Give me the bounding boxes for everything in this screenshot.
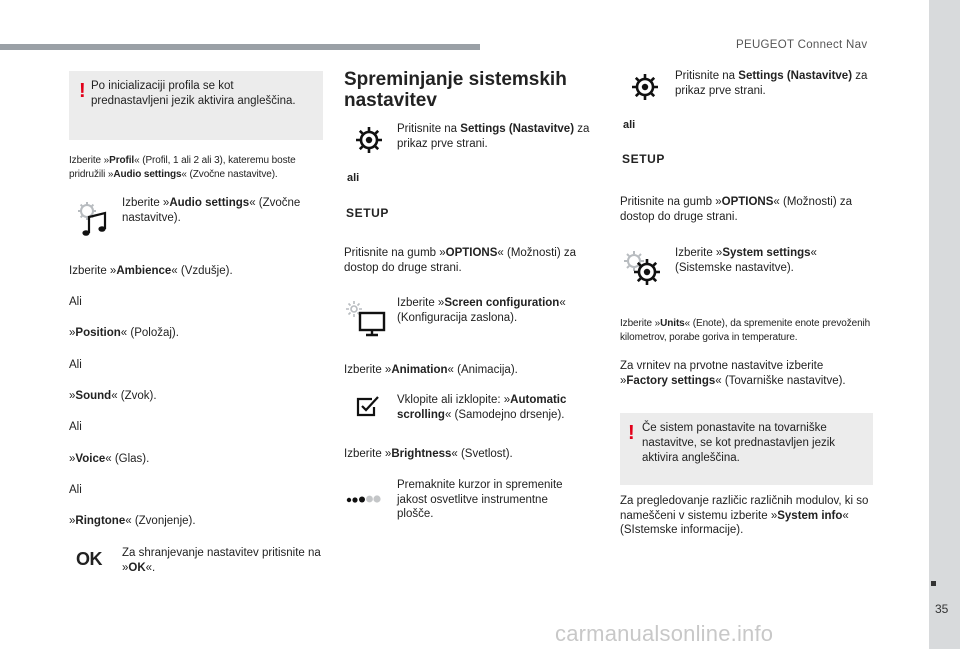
screen-config-text: Izberite »Screen configuration« (Konfiguracija zaslona). — [397, 297, 566, 324]
ali-separator: Ali — [69, 359, 82, 371]
profile-instruction: Izberite »Profil« (Profil, 1 ali 2 ali 3), kateremu boste pridružili »Audio settings« (Zvočne nastavitve). — [69, 155, 296, 180]
info-note-left — [69, 71, 323, 140]
watermark: carmanualsonline.info — [555, 621, 774, 646]
settings-instruction: Pritisnite na Settings (Nastavitve) za prikaz prve strani. — [397, 123, 590, 150]
ringtone-option: »Ringtone« (Zvonjenje). — [69, 515, 196, 527]
section-heading: Spreminjanje sistemskih nastavitev — [344, 69, 567, 112]
note-text: Če sistem ponastavite na tovarniške nastavitve, se kot prednastavljen jezik aktivira angleščina. — [642, 422, 836, 465]
checkbox-icon — [356, 395, 380, 417]
page-edge-strip — [929, 0, 960, 649]
end-marker — [931, 581, 936, 586]
options-instruction: Pritisnite na gumb »OPTIONS« (Možnosti) za dostop do druge strani. — [620, 196, 853, 223]
system-info-instruction: Za pregledovanje različic različnih modulov, ki so nameščeni v sistemu izberite »System info« (SIstemske informacije). — [620, 495, 869, 537]
units-instruction: Izberite »Units« (Enote), da spremenite enote prevoženih kilometrov, porabe goriva in temperature. — [620, 318, 871, 343]
position-option: »Position« (Položaj). — [69, 327, 179, 339]
ok-button-icon: OK — [76, 549, 102, 569]
voice-option: »Voice« (Glas). — [69, 453, 150, 465]
ali-separator: Ali — [69, 296, 82, 308]
ali-separator: Ali — [69, 421, 82, 433]
audio-settings-icon — [76, 200, 108, 238]
system-settings-icon — [622, 249, 662, 287]
ok-instruction: Za shranjevanje nastavitev pritisnite na »OK«. — [122, 547, 321, 574]
screen-configuration-icon — [345, 300, 387, 338]
settings-instruction: Pritisnite na Settings (Nastavitve) za prikaz prve strani. — [675, 70, 868, 97]
setup-button-label: SETUP — [346, 206, 390, 220]
options-instruction: Pritisnite na gumb »OPTIONS« (Možnosti) za dostop do druge strani. — [344, 247, 577, 274]
brightness-option: Izberite »Brightness« (Svetlost). — [344, 448, 513, 460]
cursor-instruction: Premaknite kurzor in spremenite jakost osvetlitve instrumentne plošče. — [397, 479, 563, 521]
sound-option: »Sound« (Zvok). — [69, 390, 157, 402]
factory-settings-instruction: Za vrnitev na prvotne nastavitve izberite »Factory settings« (Tovarniške nastavitve). — [620, 360, 846, 387]
info-note-right — [620, 413, 873, 485]
brightness-slider-icon — [346, 494, 380, 504]
audio-settings-text: Izberite »Audio settings« (Zvočne nastavitve). — [122, 197, 301, 224]
animation-option: Izberite »Animation« (Animacija). — [344, 364, 518, 376]
alert-icon: ! — [628, 422, 635, 444]
alert-icon: ! — [79, 80, 86, 102]
ali-separator: ali — [347, 172, 360, 184]
system-settings-text: Izberite »System settings« (Sistemske nastavitve). — [675, 247, 817, 274]
settings-gear-icon — [354, 125, 384, 155]
top-divider-bar — [0, 44, 480, 50]
page-number: 35 — [935, 602, 949, 616]
ali-separator: Ali — [69, 484, 82, 496]
brand-header: PEUGEOT Connect Nav — [736, 39, 868, 51]
ali-separator: ali — [623, 119, 636, 131]
auto-scrolling-text: Vklopite ali izklopite: »Automatic scrolling« (Samodejno drsenje). — [397, 394, 567, 421]
note-text: Po inicializaciji profila se kot prednastavljeni jezik aktivira angleščina. — [91, 80, 296, 108]
setup-button-label: SETUP — [622, 152, 666, 166]
ambience-option: Izberite »Ambience« (Vzdušje). — [69, 265, 233, 277]
settings-gear-icon — [630, 72, 660, 102]
